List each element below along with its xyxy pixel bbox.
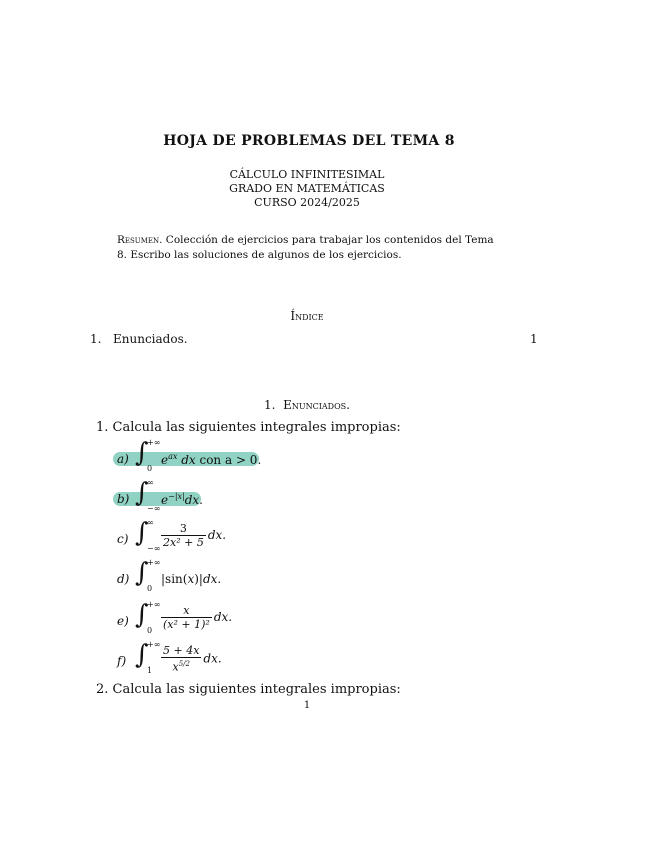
problem-number: 1. [96,420,109,435]
upper-limit: ∞ [147,518,154,527]
lower-limit: −∞ [147,544,161,553]
upper-limit: +∞ [147,438,161,447]
abstract-label: Resumen. [117,234,163,246]
toc-title: Índice [290,309,324,323]
fraction [161,522,206,549]
lower-limit: 1 [147,666,153,675]
upper-limit: +∞ [147,558,161,567]
lower-limit: 0 [147,626,153,635]
toc-entry-page[interactable]: 1 [530,332,538,346]
denominator-exponent: 5/2 [178,660,190,668]
denominator: 2x² + 5 [163,536,204,549]
subtitle-year: CURSO 2024/2025 [254,196,360,209]
integrand: $\frac{5 + 4x}{x^{5/2}}$ dx. [163,644,222,674]
item-label: d) [117,572,130,586]
document-title: HOJA DE PROBLEMAS DEL TEMA 8 [163,133,455,149]
integrand: $\frac{3}{\text{2x² + 5}}$ dx. [163,522,227,549]
problem-1 [96,420,401,435]
item-label: f) [117,654,127,668]
lower-limit: 0 [147,464,153,473]
lower-limit: 0 [147,584,153,593]
abstract-text: Colección de ejercicios para trabajar los contenidos del Tema 8. Escribo las soluciones de algunos de los ejercicios. [117,234,494,261]
page-number: 1 [303,700,311,711]
upper-limit: +∞ [147,600,161,609]
lower-limit: −∞ [147,504,161,513]
integral-sign: ∫ [135,558,149,588]
item-label: a) [117,452,129,466]
upper-limit: ∞ [147,478,154,487]
denominator [161,658,201,674]
toc-entry-number[interactable]: 1. [90,332,102,346]
toc-entry-title[interactable]: Enunciados. [113,332,188,346]
problem-number: 2. [96,682,109,697]
section-heading [0,398,614,412]
integral-sign: ∫ [135,518,149,548]
denominator: (x² + 1)² [163,618,210,631]
subtitle-course: CÁLCULO INFINITESIMAL [229,168,385,181]
item-label: e) [117,614,129,628]
numerator: x [161,604,212,618]
problem-text: Calcula las siguientes integrales impropias: [112,682,401,697]
section-title: Enunciados. [283,398,350,412]
section-number: 1. [264,398,276,412]
integral-sign: ∫ [135,600,149,630]
numerator: 5 + 4x [163,644,200,657]
integral-sign: ∫ [135,640,149,670]
integrand: |sin(x)|dx. [161,572,222,586]
denominator-base: x [172,660,179,674]
item-label: b) [117,492,130,506]
problem-text: Calcula las siguientes integrales impropias: [112,420,401,435]
abstract [117,233,507,263]
fraction [161,644,201,674]
fraction [161,604,212,631]
integrand: $e^{ax}$ dx con a > 0. [161,452,262,467]
integral-sign: ∫ [135,478,149,508]
upper-limit: +∞ [147,640,161,649]
condition: con a > 0. [199,453,262,467]
numerator: 3 [161,522,206,536]
subtitle-degree: GRADO EN MATEMÁTICAS [229,182,385,195]
item-label: c) [117,532,129,546]
integral-sign: ∫ [135,438,149,468]
integrand: $e^{-|x|}dx$. [161,492,203,507]
integrand: $\frac{x}{\text{(x² + 1)²}}$ dx. [163,604,233,631]
problem-2 [96,682,401,697]
